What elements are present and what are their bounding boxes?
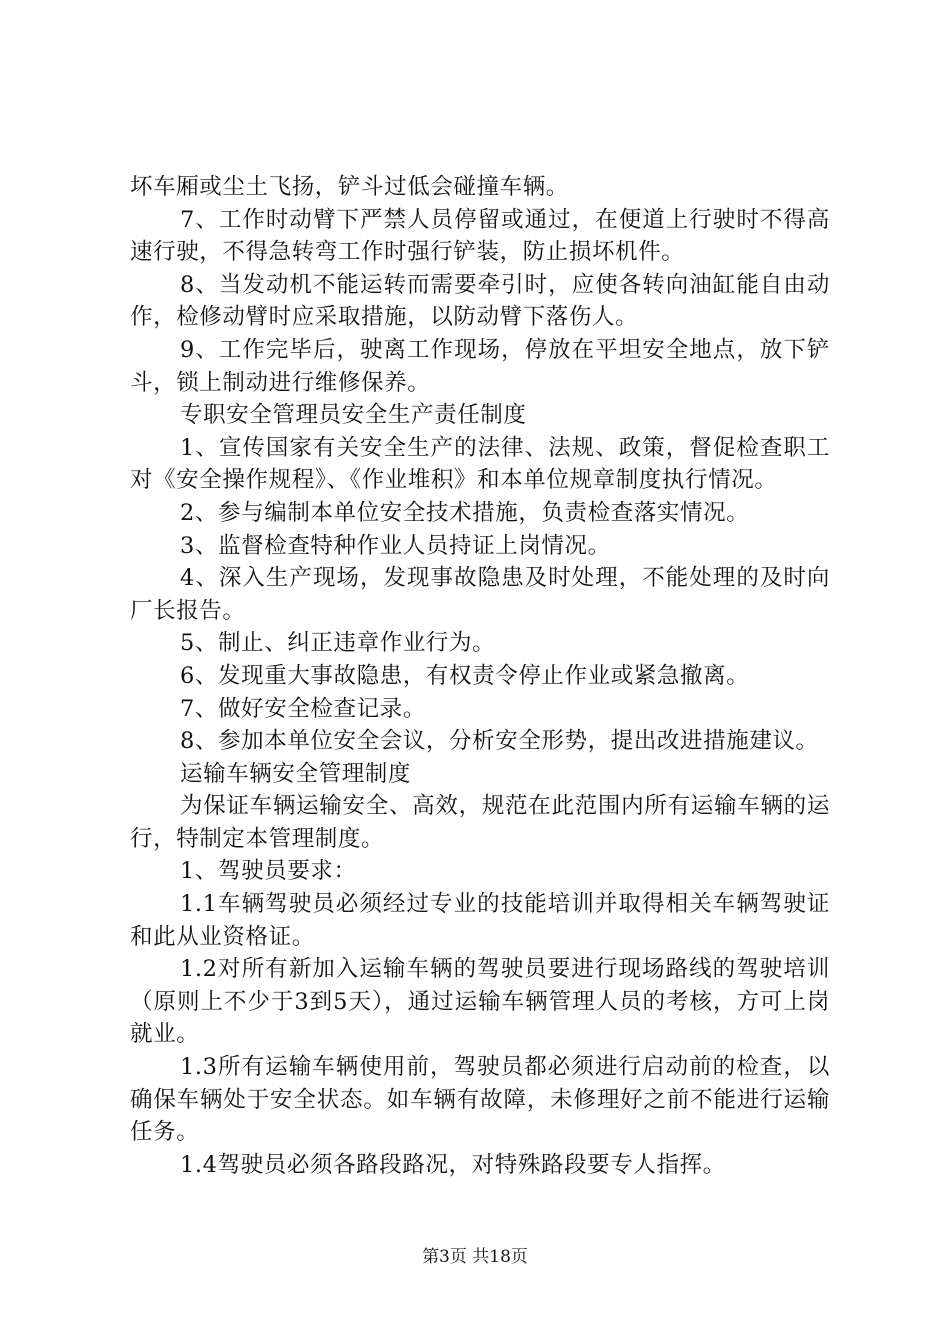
paragraph: 1.2对所有新加入运输车辆的驾驶员要进行现场路线的驾驶培训（原则上不少于3到5天），通过运输车辆管理人员的考核，方可上岗就业。 bbox=[130, 956, 830, 1048]
paragraph: 为保证车辆运输安全、高效，规范在此范围内所有运输车辆的运行，特制定本管理制度。 bbox=[130, 793, 830, 852]
section-heading: 专职安全管理员安全生产责任制度 bbox=[180, 402, 527, 429]
paragraph: 6、发现重大事故隐患，有权责令停止作业或紧急撤离。 bbox=[180, 662, 750, 689]
page-number-footer: 第3页 共18页 bbox=[422, 1247, 528, 1267]
paragraph: 1、宣传国家有关安全生产的法律、法规、政策，督促检查职工对《安全操作规程》、《作业堆积》和本单位规章制度执行情况。 bbox=[130, 434, 830, 494]
document-body bbox=[130, 171, 830, 1181]
paragraph: 1.1车辆驾驶员必须经过专业的技能培训并取得相关车辆驾驶证和此从业资格证。 bbox=[130, 891, 830, 950]
paragraph: 9、工作完毕后，驶离工作现场，停放在平坦安全地点，放下铲斗，锁上制动进行维修保养。 bbox=[130, 336, 830, 396]
paragraph: 8、当发动机不能运转而需要牵引时，应使各转向油缸能自由动作，检修动臂时应采取措施，以防动臂下落伤人。 bbox=[130, 271, 830, 331]
paragraph: 7、做好安全检查记录。 bbox=[180, 695, 426, 722]
paragraph: 2、参与编制本单位安全技术措施，负责检查落实情况。 bbox=[180, 499, 750, 526]
paragraph: 8、参加本单位安全会议，分析安全形势，提出改进措施建议。 bbox=[180, 728, 819, 755]
paragraph: 坏车厢或尘土飞扬，铲斗过低会碰撞车辆。 bbox=[130, 174, 569, 200]
paragraph: 4、深入生产现场，发现事故隐患及时处理，不能处理的及时向厂长报告。 bbox=[130, 565, 830, 624]
paragraph: 5、制止、纠正违章作业行为。 bbox=[180, 630, 496, 657]
paragraph: 7、工作时动臂下严禁人员停留或通过，在便道上行驶时不得高速行驶，不得急转弯工作时强行铲装，防止损坏机件。 bbox=[130, 206, 830, 266]
paragraph: 1、驾驶员要求： bbox=[180, 858, 357, 885]
paragraph: 3、监督检查特种作业人员持证上岗情况。 bbox=[180, 532, 611, 559]
paragraph: 1.3所有运输车辆使用前，驾驶员都必须进行启动前的检查，以确保车辆处于安全状态。如车辆有故障，未修理好之前不能进行运输任务。 bbox=[130, 1054, 830, 1146]
paragraph: 1.4驾驶员必须各路段路况，对特殊路段要专人指挥。 bbox=[180, 1151, 726, 1178]
section-heading: 运输车辆安全管理制度 bbox=[180, 760, 412, 787]
